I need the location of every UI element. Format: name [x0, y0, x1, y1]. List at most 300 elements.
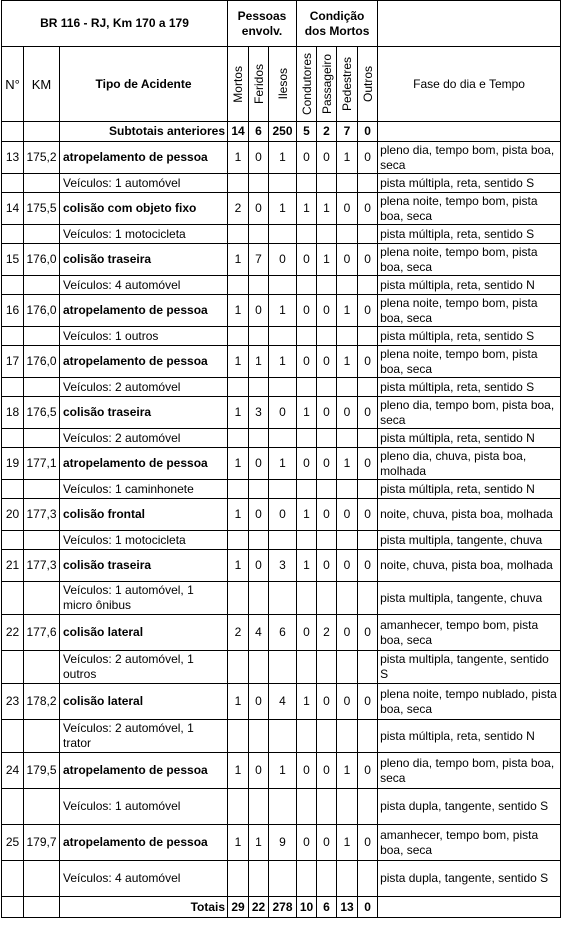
accident-condutores: 1	[297, 193, 317, 225]
blank-cell	[24, 276, 60, 295]
accident-passageiro: 0	[317, 295, 337, 327]
blank-cell	[24, 225, 60, 244]
blank-cell	[228, 480, 249, 499]
blank-cell	[249, 225, 269, 244]
accident-vehicles: Veículos: 4 automóvel	[60, 861, 228, 897]
blank-cell	[337, 225, 358, 244]
accident-pedestres: 0	[337, 615, 358, 651]
blank-cell	[24, 378, 60, 397]
accident-km: 175,5	[24, 193, 60, 225]
accident-fase: pleno dia, chuva, pista boa, molhada	[378, 448, 561, 480]
accident-number: 20	[2, 499, 24, 531]
accident-condutores: 1	[297, 499, 317, 531]
blank-cell	[24, 531, 60, 550]
accident-feridos: 0	[249, 142, 269, 174]
blank-cell	[358, 174, 378, 193]
blank-cell	[317, 582, 337, 615]
blank-cell	[297, 429, 317, 448]
accident-detail-row	[2, 789, 561, 825]
totals-row	[2, 897, 561, 918]
accident-fase: pleno dia, tempo bom, pista boa, seca	[378, 397, 561, 429]
accident-condutores: 1	[297, 397, 317, 429]
total-condutores: 10	[297, 897, 317, 918]
blank-cell	[249, 174, 269, 193]
accident-vehicles: Veículos: 2 automóvel, 1 outros	[60, 651, 228, 684]
accident-outros: 0	[358, 193, 378, 225]
accident-row	[2, 397, 561, 429]
accident-pedestres: 0	[337, 193, 358, 225]
blank-cell	[2, 582, 24, 615]
blank-cell	[2, 531, 24, 550]
blank-cell	[249, 720, 269, 753]
blank-cell	[358, 276, 378, 295]
accident-ilesos: 1	[269, 295, 297, 327]
accident-pedestres: 1	[337, 825, 358, 861]
blank-cell	[24, 327, 60, 346]
blank-cell	[228, 276, 249, 295]
subtotals-label: Subtotais anteriores	[60, 122, 228, 142]
total-outros: 0	[358, 897, 378, 918]
accident-outros: 0	[358, 448, 378, 480]
accident-outros: 0	[358, 397, 378, 429]
blank-cell	[269, 429, 297, 448]
accident-mortos: 1	[228, 499, 249, 531]
blank-cell	[358, 720, 378, 753]
accident-pedestres: 0	[337, 397, 358, 429]
accident-number: 19	[2, 448, 24, 480]
accident-outros: 0	[358, 499, 378, 531]
col-ilesos-header: Ilesos	[269, 47, 297, 122]
accident-fase: noite, chuva, pista boa, molhada	[378, 550, 561, 582]
blank-cell	[358, 480, 378, 499]
accident-type: atropelamento de pessoa	[60, 825, 228, 861]
accident-detail-row	[2, 651, 561, 684]
blank-cell	[317, 651, 337, 684]
accident-km: 177,3	[24, 550, 60, 582]
accident-feridos: 1	[249, 825, 269, 861]
accident-passageiro: 2	[317, 615, 337, 651]
accident-ilesos: 1	[269, 753, 297, 789]
accident-pedestres: 1	[337, 448, 358, 480]
blank-cell	[337, 276, 358, 295]
accident-vehicles: Veículos: 2 automóvel	[60, 429, 228, 448]
accident-fase: pleno dia, tempo bom, pista boa, seca	[378, 753, 561, 789]
accident-row	[2, 550, 561, 582]
accident-number: 22	[2, 615, 24, 651]
blank-cell	[249, 429, 269, 448]
accident-fase: pleno dia, tempo bom, pista boa, seca	[378, 142, 561, 174]
accident-outros: 0	[358, 825, 378, 861]
accident-mortos: 1	[228, 346, 249, 378]
blank-cell	[249, 651, 269, 684]
accident-mortos: 2	[228, 193, 249, 225]
blank-cell	[228, 720, 249, 753]
accident-condutores: 0	[297, 825, 317, 861]
blank-cell	[24, 897, 60, 918]
title-row	[2, 1, 561, 47]
accident-pedestres: 1	[337, 295, 358, 327]
accident-km: 177,3	[24, 499, 60, 531]
accident-number: 16	[2, 295, 24, 327]
col-km-header: KM	[24, 47, 60, 122]
accident-feridos: 4	[249, 615, 269, 651]
accident-mortos: 1	[228, 142, 249, 174]
subtotal-condutores: 5	[297, 122, 317, 142]
total-ilesos: 278	[269, 897, 297, 918]
accident-passageiro: 0	[317, 753, 337, 789]
accident-road: pista multipla, tangente, chuva	[378, 531, 561, 550]
accident-km: 176,0	[24, 346, 60, 378]
blank-cell	[269, 789, 297, 825]
blank-cell	[337, 327, 358, 346]
blank-cell	[337, 429, 358, 448]
accident-ilesos: 1	[269, 448, 297, 480]
accident-ilesos: 3	[269, 550, 297, 582]
blank-cell	[2, 122, 24, 142]
subtotal-pedestres: 7	[337, 122, 358, 142]
blank-cell	[269, 378, 297, 397]
accident-outros: 0	[358, 684, 378, 720]
accident-mortos: 2	[228, 615, 249, 651]
accident-condutores: 0	[297, 346, 317, 378]
accident-row	[2, 753, 561, 789]
blank-cell	[249, 861, 269, 897]
subtotal-mortos: 14	[228, 122, 249, 142]
accident-ilesos: 6	[269, 615, 297, 651]
col-fase-header: Fase do dia e Tempo	[378, 47, 561, 122]
blank-cell	[317, 225, 337, 244]
accident-road: pista dupla, tangente, sentido S	[378, 789, 561, 825]
accident-number: 18	[2, 397, 24, 429]
blank-cell	[2, 327, 24, 346]
accident-number: 14	[2, 193, 24, 225]
accident-mortos: 1	[228, 753, 249, 789]
blank-cell	[317, 429, 337, 448]
blank-cell	[24, 174, 60, 193]
blank-cell	[269, 225, 297, 244]
accident-type: colisão traseira	[60, 550, 228, 582]
blank-cell	[297, 531, 317, 550]
accident-pedestres: 1	[337, 346, 358, 378]
blank-cell	[228, 327, 249, 346]
col-tipo-header: Tipo de Acidente	[60, 47, 228, 122]
col-n-header: N°	[2, 47, 24, 122]
subtotal-outros: 0	[358, 122, 378, 142]
accident-fase: plena noite, tempo bom, pista boa, seca	[378, 193, 561, 225]
accident-row	[2, 825, 561, 861]
accident-detail-row	[2, 861, 561, 897]
accident-km: 178,2	[24, 684, 60, 720]
accident-outros: 0	[358, 550, 378, 582]
accident-type: atropelamento de pessoa	[60, 295, 228, 327]
accident-passageiro: 0	[317, 346, 337, 378]
accident-outros: 0	[358, 244, 378, 276]
accident-row	[2, 193, 561, 225]
blank-cell	[228, 225, 249, 244]
accident-row	[2, 142, 561, 174]
accident-detail-row	[2, 582, 561, 615]
accident-feridos: 0	[249, 550, 269, 582]
blank-cell	[269, 174, 297, 193]
accident-road: pista múltipla, reta, sentido N	[378, 480, 561, 499]
subtotal-ilesos: 250	[269, 122, 297, 142]
accident-ilesos: 1	[269, 142, 297, 174]
accident-ilesos: 0	[269, 397, 297, 429]
blank-cell	[269, 651, 297, 684]
total-feridos: 22	[249, 897, 269, 918]
blank-cell	[249, 480, 269, 499]
total-passageiro: 6	[317, 897, 337, 918]
condicao-mortos-header: Condição dos Mortos	[297, 1, 378, 47]
col-outros-header: Outros	[358, 47, 378, 122]
page-title: BR 116 - RJ, Km 170 a 179	[2, 1, 228, 47]
accident-vehicles: Veículos: 1 caminhonete	[60, 480, 228, 499]
subtotals-row	[2, 122, 561, 142]
blank-cell	[358, 789, 378, 825]
blank-cell	[378, 122, 561, 142]
blank-cell	[228, 174, 249, 193]
accident-outros: 0	[358, 142, 378, 174]
accident-vehicles: Veículos: 1 automóvel, 1 micro ônibus	[60, 582, 228, 615]
blank-cell	[317, 480, 337, 499]
accident-ilesos: 0	[269, 499, 297, 531]
accident-pedestres: 0	[337, 684, 358, 720]
blank-cell	[249, 531, 269, 550]
accident-vehicles: Veículos: 4 automóvel	[60, 276, 228, 295]
accident-pedestres: 1	[337, 142, 358, 174]
accident-type: colisão lateral	[60, 684, 228, 720]
blank-cell	[337, 861, 358, 897]
accident-pedestres: 0	[337, 550, 358, 582]
accident-feridos: 1	[249, 346, 269, 378]
blank-cell	[269, 327, 297, 346]
accident-km: 179,5	[24, 753, 60, 789]
blank-cell	[2, 174, 24, 193]
accident-mortos: 1	[228, 825, 249, 861]
accident-road: pista multipla, tangente, chuva	[378, 582, 561, 615]
accident-road: pista múltipla, reta, sentido N	[378, 276, 561, 295]
accident-row	[2, 295, 561, 327]
accident-detail-row	[2, 276, 561, 295]
accident-fase: noite, chuva, pista boa, molhada	[378, 499, 561, 531]
accident-km: 176,5	[24, 397, 60, 429]
blank-cell	[337, 720, 358, 753]
accident-road: pista multipla, tangente, sentido S	[378, 651, 561, 684]
blank-cell	[269, 582, 297, 615]
column-header-row	[2, 47, 561, 122]
blank-cell	[249, 789, 269, 825]
blank-cell	[297, 276, 317, 295]
accident-mortos: 1	[228, 397, 249, 429]
accident-passageiro: 0	[317, 448, 337, 480]
blank-cell	[24, 480, 60, 499]
blank-cell	[249, 327, 269, 346]
blank-cell	[358, 651, 378, 684]
blank-cell	[228, 582, 249, 615]
accident-passageiro: 0	[317, 550, 337, 582]
accident-vehicles: Veículos: 2 automóvel, 1 trator	[60, 720, 228, 753]
blank-cell	[297, 861, 317, 897]
blank-cell	[228, 531, 249, 550]
accident-passageiro: 0	[317, 397, 337, 429]
accident-condutores: 0	[297, 615, 317, 651]
accident-detail-row	[2, 720, 561, 753]
accident-fase: plena noite, tempo bom, pista boa, seca	[378, 295, 561, 327]
blank-cell	[297, 582, 317, 615]
accident-km: 175,2	[24, 142, 60, 174]
accident-feridos: 0	[249, 684, 269, 720]
accident-mortos: 1	[228, 684, 249, 720]
accident-vehicles: Veículos: 1 automóvel	[60, 174, 228, 193]
blank-cell	[297, 720, 317, 753]
blank-cell	[2, 429, 24, 448]
blank-cell	[378, 897, 561, 918]
accident-ilesos: 1	[269, 193, 297, 225]
accident-number: 24	[2, 753, 24, 789]
accident-type: colisão com objeto fixo	[60, 193, 228, 225]
accident-feridos: 0	[249, 193, 269, 225]
blank-cell	[297, 651, 317, 684]
blank-cell	[297, 174, 317, 193]
blank-cell	[2, 651, 24, 684]
accident-passageiro: 1	[317, 193, 337, 225]
accident-passageiro: 0	[317, 142, 337, 174]
accident-outros: 0	[358, 346, 378, 378]
accident-mortos: 1	[228, 295, 249, 327]
blank-cell	[249, 378, 269, 397]
blank-cell	[317, 531, 337, 550]
totals-label: Totais	[60, 897, 228, 918]
accident-vehicles: Veículos: 1 motocicleta	[60, 225, 228, 244]
pessoas-envolvidas-header: Pessoas envolv.	[228, 1, 297, 47]
accident-ilesos: 4	[269, 684, 297, 720]
accident-type: colisão traseira	[60, 244, 228, 276]
accident-condutores: 1	[297, 684, 317, 720]
blank-cell	[2, 861, 24, 897]
accident-pedestres: 0	[337, 499, 358, 531]
accident-table	[1, 0, 561, 918]
accident-row	[2, 499, 561, 531]
accident-detail-row	[2, 480, 561, 499]
accident-km: 176,0	[24, 244, 60, 276]
accident-fase: plena noite, tempo bom, pista boa, seca	[378, 346, 561, 378]
accident-passageiro: 0	[317, 499, 337, 531]
blank-cell	[2, 480, 24, 499]
accident-number: 17	[2, 346, 24, 378]
accident-feridos: 0	[249, 499, 269, 531]
blank-cell	[24, 651, 60, 684]
accident-outros: 0	[358, 753, 378, 789]
accident-type: atropelamento de pessoa	[60, 753, 228, 789]
accident-number: 15	[2, 244, 24, 276]
accident-row	[2, 244, 561, 276]
accident-row	[2, 684, 561, 720]
accident-type: atropelamento de pessoa	[60, 142, 228, 174]
accident-vehicles: Veículos: 2 automóvel	[60, 378, 228, 397]
accident-number: 25	[2, 825, 24, 861]
accident-feridos: 7	[249, 244, 269, 276]
blank-cell	[297, 480, 317, 499]
blank-cell	[269, 861, 297, 897]
blank-cell	[317, 174, 337, 193]
accident-type: colisão lateral	[60, 615, 228, 651]
blank-cell	[24, 429, 60, 448]
blank-cell	[297, 225, 317, 244]
blank-cell	[317, 789, 337, 825]
blank-cell	[297, 378, 317, 397]
accident-outros: 0	[358, 615, 378, 651]
accident-condutores: 0	[297, 244, 317, 276]
accident-type: colisão traseira	[60, 397, 228, 429]
accident-road: pista múltipla, reta, sentido S	[378, 327, 561, 346]
blank-cell	[317, 720, 337, 753]
accident-passageiro: 0	[317, 684, 337, 720]
blank-cell	[228, 378, 249, 397]
accident-number: 13	[2, 142, 24, 174]
blank-cell	[24, 861, 60, 897]
col-mortos-header: Mortos	[228, 47, 249, 122]
blank-cell	[269, 276, 297, 295]
blank-cell	[24, 789, 60, 825]
accident-km: 176,0	[24, 295, 60, 327]
blank-cell	[337, 789, 358, 825]
accident-vehicles: Veículos: 1 automóvel	[60, 789, 228, 825]
accident-condutores: 0	[297, 295, 317, 327]
blank-cell	[297, 327, 317, 346]
blank-cell	[24, 122, 60, 142]
blank-cell	[358, 429, 378, 448]
accident-feridos: 0	[249, 448, 269, 480]
blank-cell	[337, 651, 358, 684]
accident-pedestres: 1	[337, 753, 358, 789]
accident-road: pista múltipla, reta, sentido S	[378, 225, 561, 244]
blank-cell	[337, 531, 358, 550]
accident-passageiro: 1	[317, 244, 337, 276]
accident-row	[2, 346, 561, 378]
blank-cell	[337, 174, 358, 193]
accident-detail-row	[2, 174, 561, 193]
accident-condutores: 0	[297, 142, 317, 174]
accident-mortos: 1	[228, 244, 249, 276]
col-pedestres-header: Pedestres	[337, 47, 358, 122]
blank-cell	[337, 378, 358, 397]
accident-number: 21	[2, 550, 24, 582]
accident-km: 177,1	[24, 448, 60, 480]
blank-cell	[337, 582, 358, 615]
blank-cell	[24, 720, 60, 753]
accident-fase: amanhecer, tempo bom, pista boa, seca	[378, 615, 561, 651]
blank-cell	[2, 378, 24, 397]
accident-feridos: 0	[249, 295, 269, 327]
accident-road: pista múltipla, reta, sentido S	[378, 378, 561, 397]
col-condutores-header: Condutores	[297, 47, 317, 122]
subtotal-feridos: 6	[249, 122, 269, 142]
accident-road: pista dupla, tangente, sentido S	[378, 861, 561, 897]
blank-cell	[2, 276, 24, 295]
blank-cell	[358, 531, 378, 550]
accident-condutores: 1	[297, 550, 317, 582]
col-feridos-header: Feridos	[249, 47, 269, 122]
blank-cell	[2, 897, 24, 918]
blank-cell	[317, 378, 337, 397]
blank-cell	[358, 225, 378, 244]
accident-km: 179,7	[24, 825, 60, 861]
blank-cell	[297, 789, 317, 825]
blank-cell	[249, 582, 269, 615]
blank-cell	[317, 327, 337, 346]
accident-ilesos: 0	[269, 244, 297, 276]
accident-type: colisão frontal	[60, 499, 228, 531]
